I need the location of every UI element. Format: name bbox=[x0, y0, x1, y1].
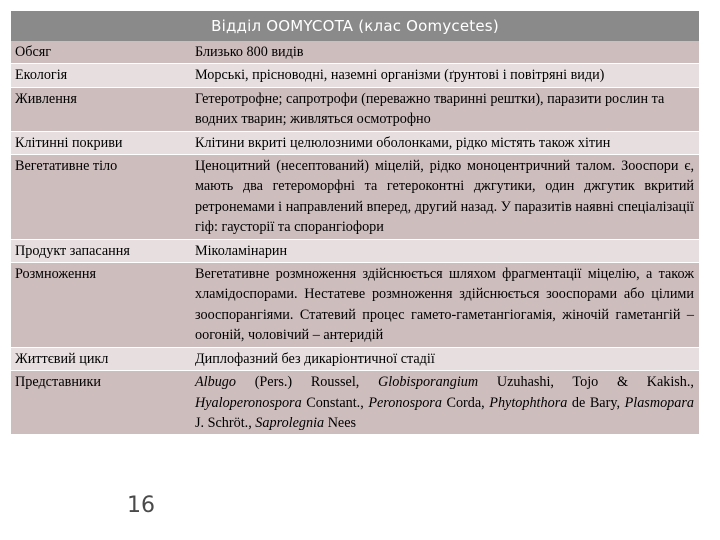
rep-7: Corda, bbox=[441, 394, 490, 411]
row-value: Ценоцитний (несептований) міцелій, рідко моноцентричний талом. Зооспори є, мають два гетероморфні та гетероконтні джгутики, один джгутик вкритий ретронемами і направлений вперед, другий назад. У паразитів наявні спеціалізації гіф: гаусторії та спорангіофори bbox=[191, 155, 699, 240]
rep-5: Constant., bbox=[301, 394, 369, 411]
row-value: Гетеротрофне; сапротрофи (переважно тваринні рештки), паразити рослин та водних тварин; живляться осмотрофно bbox=[191, 87, 699, 131]
table-row bbox=[11, 87, 699, 131]
row-label: Продукт запасання bbox=[11, 239, 191, 262]
row-value: Вегетативне розмноження здійснюється шляхом фрагментації міцелію, а також хламідоспорами. Нестатеве розмноження здійснюється зооспорами або цілими зооспорангіями. Статевий процес гамето-гаметангіогамія, жіночій гаметангій – оогоній, чоловічий – антеридій bbox=[191, 263, 699, 348]
table-row bbox=[11, 64, 699, 87]
rep-11: J. Schröt., bbox=[195, 414, 256, 431]
rep-8: Phytophthora bbox=[489, 394, 568, 411]
rep-10: Plasmopara bbox=[624, 394, 694, 411]
row-value: Клітини вкриті целюлозними оболонками, рідко містять також хітин bbox=[191, 131, 699, 154]
page-number: 16 bbox=[127, 493, 155, 518]
table-row bbox=[11, 131, 699, 154]
row-value: Диплофазний без дикаріонтичної стадії bbox=[191, 347, 699, 370]
row-label: Екологія bbox=[11, 64, 191, 87]
table-row bbox=[11, 155, 699, 240]
table-row bbox=[11, 41, 699, 64]
row-label: Клітинні покриви bbox=[11, 131, 191, 154]
rep-4: Hyaloperonospora bbox=[195, 394, 302, 411]
rep-0: Albugo bbox=[195, 374, 236, 391]
row-label: Розмноження bbox=[11, 263, 191, 348]
slide-title: Відділ OOMYCOTA (клас Oomycetes) bbox=[11, 11, 699, 41]
rep-3: Uzuhashi, Tojo & Kakish., bbox=[478, 374, 694, 391]
row-label: Життєвий цикл bbox=[11, 347, 191, 370]
table-row bbox=[11, 239, 699, 262]
rep-9: de Bary, bbox=[567, 394, 625, 411]
table-row bbox=[11, 263, 699, 348]
rep-6: Peronospora bbox=[368, 394, 442, 411]
table-row bbox=[11, 371, 699, 435]
row-value: Близько 800 видів bbox=[191, 41, 699, 64]
rep-13: Nees bbox=[324, 414, 357, 431]
row-label: Представники bbox=[11, 371, 191, 435]
row-value: Морські, прісноводні, наземні організми (ґрунтові і повітряні види) bbox=[191, 64, 699, 87]
info-table bbox=[11, 41, 699, 435]
row-label: Живлення bbox=[11, 87, 191, 131]
row-label: Обсяг bbox=[11, 41, 191, 64]
representatives-list bbox=[191, 371, 699, 435]
rep-2: Globisporangium bbox=[378, 374, 479, 391]
row-label: Вегетативне тіло bbox=[11, 155, 191, 240]
rep-1: (Pers.) Roussel, bbox=[235, 374, 379, 391]
table-row bbox=[11, 347, 699, 370]
rep-12: Saprolegnia bbox=[255, 414, 325, 431]
row-value: Міколамінарин bbox=[191, 239, 699, 262]
